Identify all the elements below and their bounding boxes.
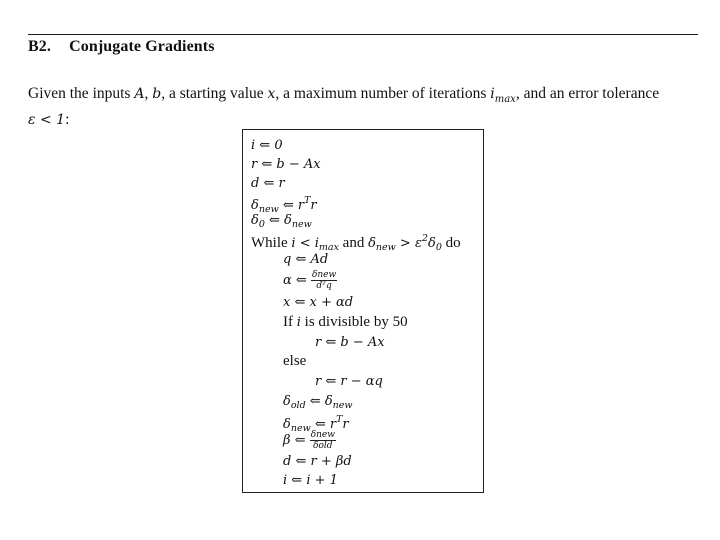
section-number: B2.: [28, 38, 51, 55]
intro-colon: :: [65, 111, 70, 129]
intro-paragraph: [28, 84, 704, 130]
algo-line: [251, 174, 285, 193]
algo-text: r: [342, 417, 349, 432]
algo-line: [251, 136, 283, 155]
algo-text: and: [338, 235, 369, 251]
algo-line: [283, 430, 336, 451]
algo-text: r: [310, 198, 317, 213]
algo-line: [283, 293, 353, 312]
algo-sub: old: [290, 400, 306, 411]
algo-text: d ⇐ r: [251, 176, 285, 191]
algo-text: δ: [283, 394, 291, 409]
algo-sub: max: [318, 242, 339, 253]
algo-line: [283, 352, 306, 370]
algo-text: While: [251, 235, 292, 251]
algo-text: β ⇐: [283, 432, 310, 448]
algo-sup: 2: [421, 233, 428, 244]
algo-line: [283, 452, 352, 471]
algo-text: x ⇐ x + αd: [283, 295, 354, 310]
section-heading: [28, 38, 215, 56]
algo-text: δ: [251, 198, 259, 213]
math-imax: i: [490, 86, 495, 102]
algo-text: i: [296, 315, 301, 330]
frac-den: dᵀq: [316, 281, 332, 291]
algo-text: r ⇐ b − Ax: [315, 335, 385, 350]
algo-text: > ε: [395, 236, 422, 251]
alpha-fraction: [311, 270, 337, 291]
algo-sub: 0: [435, 242, 442, 253]
algo-text: is divisible by 50: [300, 314, 408, 330]
frac-num: δnew: [311, 270, 337, 280]
algo-text: If: [283, 314, 297, 330]
algo-text: ⇐ δ: [264, 213, 292, 228]
intro-text: , a maximum number of iterations: [275, 85, 487, 102]
algo-text: i ⇐ i + 1: [283, 473, 338, 488]
frac-den: δold: [313, 441, 333, 451]
algo-line: [283, 313, 408, 332]
intro-comma: ,: [144, 85, 149, 102]
algo-line: [283, 250, 328, 269]
algo-sup: T: [336, 414, 343, 425]
algo-line: [251, 155, 321, 174]
intro-text: , a starting value: [161, 85, 264, 102]
algo-sub: new: [290, 423, 311, 434]
intro-text: Given the inputs: [28, 85, 131, 102]
intro-text: , and an error tolerance: [515, 85, 660, 102]
algo-line: [283, 270, 337, 291]
algo-text: δ: [427, 236, 436, 251]
algo-text: i < i: [291, 236, 319, 251]
algo-text: d ⇐ r + βd: [283, 454, 352, 469]
algo-text: r ⇐ r − αq: [315, 374, 383, 389]
beta-fraction: [310, 430, 336, 451]
algo-text: ⇐ r: [310, 417, 337, 432]
math-b: b: [152, 86, 162, 102]
math-imax-sub: max: [494, 94, 516, 106]
algo-text: δ: [368, 236, 376, 251]
algo-text: else: [283, 353, 307, 369]
math-A: A: [134, 86, 145, 102]
math-x: x: [267, 86, 276, 102]
algo-text: do: [441, 235, 461, 251]
frac-num: δnew: [310, 430, 335, 440]
algo-line: [315, 333, 385, 352]
algo-text: ⇐ δ: [305, 394, 333, 409]
section-title: Conjugate Gradients: [69, 38, 215, 55]
algo-line: [283, 471, 338, 490]
algo-text: ⇐ r: [278, 198, 305, 213]
algo-text: r ⇐ b − Ax: [251, 157, 321, 172]
algorithm-box: [242, 129, 484, 493]
algo-text: i ⇐ 0: [251, 138, 283, 153]
algo-line: [315, 372, 383, 391]
algo-text: δ: [283, 417, 291, 432]
algo-sub: new: [375, 242, 396, 253]
algo-sub: new: [258, 204, 279, 215]
algo-sub: new: [291, 219, 312, 230]
algo-sub: 0: [258, 219, 265, 230]
math-epsilon: ε < 1: [28, 112, 66, 129]
algo-text: α ⇐: [283, 272, 311, 288]
algo-text: δ: [251, 213, 259, 228]
algo-sup: T: [304, 195, 311, 206]
top-rule: [28, 34, 698, 35]
algo-sub: new: [332, 400, 353, 411]
algo-text: q ⇐ Ad: [283, 252, 329, 267]
